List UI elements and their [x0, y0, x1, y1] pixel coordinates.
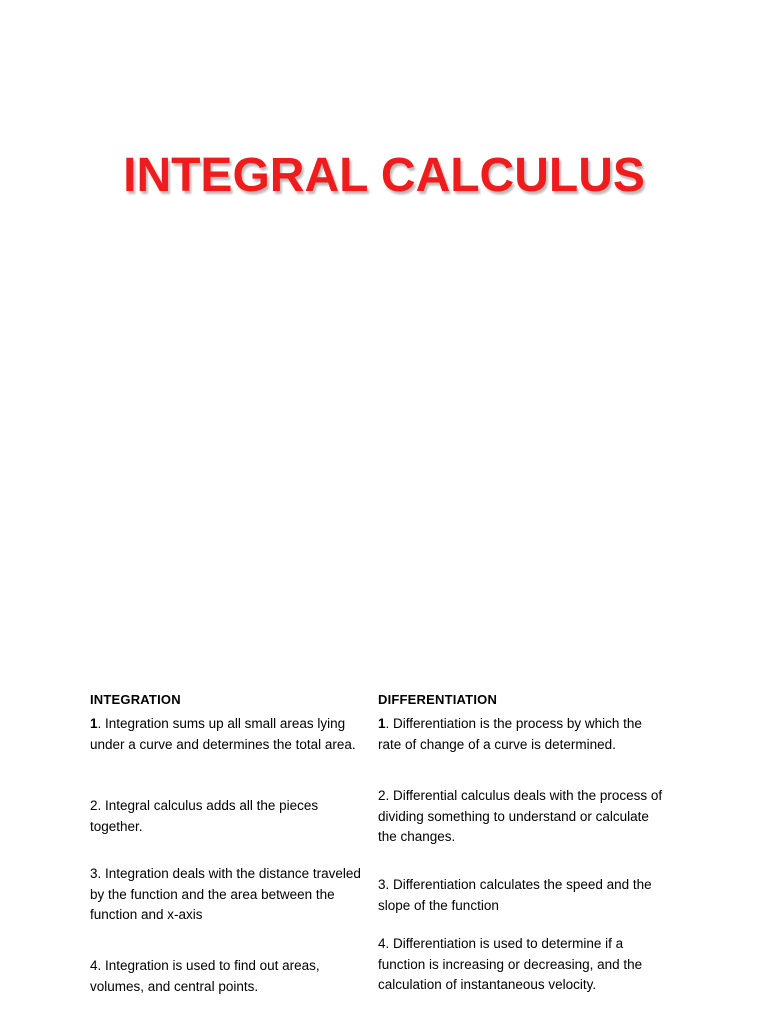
integration-item-1-number: 1: [90, 716, 98, 731]
integration-heading: INTEGRATION: [90, 692, 181, 707]
differentiation-item-3-text: 3. Differentiation calculates the speed and the slope of the function: [378, 877, 652, 913]
integration-item-3: [90, 864, 365, 926]
differentiation-item-4-text: 4. Differentiation is used to determine if a function is increasing or decreasing, and the calculation of instantaneous velocity.: [378, 936, 643, 992]
differentiation-item-2: [378, 786, 663, 848]
differentiation-item-2-text: 2. Differential calculus deals with the process of dividing something to understand or calculate the changes.: [378, 788, 663, 844]
integration-item-1: [90, 714, 365, 755]
differentiation-item-1: [378, 714, 663, 755]
differentiation-item-1-number: 1: [378, 716, 386, 731]
integration-item-4-text: 4. Integration is used to find out areas, volumes, and central points.: [90, 958, 320, 994]
differentiation-heading: DIFFERENTIATION: [378, 692, 498, 707]
differentiation-item-3: [378, 875, 663, 916]
integration-item-2-text: 2. Integral calculus adds all the pieces together.: [90, 798, 319, 834]
integration-item-4: [90, 956, 365, 997]
page-title: INTEGRAL CALCULUS: [123, 149, 645, 202]
integration-item-2: [90, 796, 365, 837]
integration-item-1-text: . Integration sums up all small areas lying under a curve and determines the total area.: [90, 716, 356, 752]
integration-item-3-text: 3. Integration deals with the distance traveled by the function and the area between the function and x-axis: [90, 866, 361, 922]
differentiation-item-1-text: . Differentiation is the process by which the rate of change of a curve is determined.: [378, 716, 642, 752]
differentiation-item-4: [378, 934, 663, 996]
